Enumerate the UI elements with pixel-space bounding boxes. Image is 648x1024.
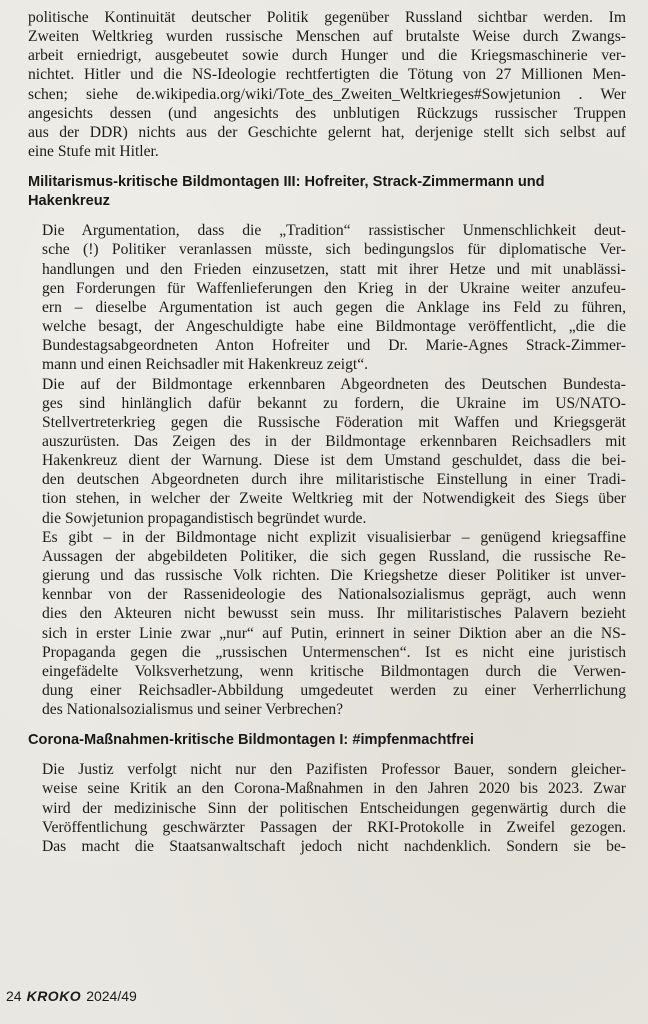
text-line: eingefädelte Volksverhetzung, wenn kritische Bildmontagen durch die Verwen- xyxy=(42,662,626,680)
article-section xyxy=(28,173,626,719)
body-paragraph xyxy=(28,221,626,374)
heading-line: Corona-Maßnahmen-kritische Bildmontagen I: #impfenmachtfrei xyxy=(28,732,474,749)
text-line: gen Forderungen für Waffenlieferungen den Krieg in der Ukraine weiter anzufeu- xyxy=(42,279,626,297)
text-line: des Nationalsozialismus und seiner Verbrechen? xyxy=(42,701,344,719)
body-paragraph xyxy=(28,528,626,720)
text-line: Die auf der Bildmontage erkennbaren Abgeordneten des Deutschen Bundesta- xyxy=(42,375,626,393)
text-line: angesichts dessen (und angesichts des unblutigen Rückzugs russischer Truppen xyxy=(28,104,626,122)
text-line: tion stehen, in welcher der Zweite Weltkrieg mit der Notwendigkeit des Siegs über xyxy=(42,490,626,508)
text-line: welche besagt, der Angeschuldigte habe eine Bildmontage veröffentlicht, „die die xyxy=(42,318,626,336)
text-line: arbeit erniedrigt, ausgebeutet sowie durch Hunger und die Kriegsmaschinerie ver- xyxy=(28,47,626,65)
text-line: kennbar von der Rassenideologie des Nationalsozialismus geprägt, auch wenn xyxy=(42,586,626,604)
text-line: wird der medizinische Sinn der politischen Entscheidungen gegenwärtig durch die xyxy=(42,799,626,817)
page-number: 24 xyxy=(6,988,22,1004)
text-line: politische Kontinuität deutscher Politik gegenüber Russland sichtbar werden. Im xyxy=(28,9,626,26)
article-section xyxy=(28,8,626,161)
issue-number: 2024/49 xyxy=(86,988,137,1004)
text-line: Bundestagsabgeordneten Anton Hofreiter und Dr. Marie-Agnes Strack-Zimmer- xyxy=(42,337,626,355)
text-line: Die Justiz verfolgt nicht nur den Pazifisten Professor Bauer, sondern gleicher- xyxy=(42,761,626,779)
magazine-brand: KROKO xyxy=(26,988,82,1004)
text-line: ern – dieselbe Argumentation ist auch gegen die Anklage ins Feld zu führen, xyxy=(42,298,626,316)
page-footer xyxy=(6,987,137,1005)
text-line: nichtet. Hitler und die NS-Ideologie rechtfertigten die Tötung von 27 Millionen Men- xyxy=(28,66,626,84)
text-line: handlungen und den Frieden einzusetzen, statt mit ihrer Hetze und mit unablässi- xyxy=(42,260,626,278)
text-line: Hakenkreuz dient der Warnung. Diese ist dem Umstand geschuldet, dass die bei- xyxy=(42,452,626,470)
text-line: gierung und das russische Volk richten. Die Kriegshetze dieser Politiker ist unver- xyxy=(42,567,626,585)
text-line: mann und einen Reichsadler mit Hakenkreuz zeigt“. xyxy=(42,356,369,374)
text-line: Das macht die Staatsanwaltschaft jedoch nicht nachdenklich. Sondern sie be- xyxy=(42,837,626,855)
section-heading xyxy=(28,731,626,750)
body-paragraph xyxy=(28,375,626,528)
text-line: Stellvertreterkrieg gegen die Russische Föderation mit Waffen und Kriegsgerät xyxy=(42,413,626,431)
article-section xyxy=(28,731,626,856)
heading-line: Hakenkreuz xyxy=(28,193,110,210)
text-line: dung einer Reichsadler-Abbildung umgedeutet werden zu einer Verherrlichung xyxy=(42,682,626,699)
text-line: sche (!) Politiker veranlassen müsste, sich bedingungslos für diplomatische Ver- xyxy=(42,241,626,259)
body-paragraph xyxy=(28,760,626,856)
text-line: Propaganda gegen die „russischen Untermenschen“. Ist es nicht eine juristisch xyxy=(42,643,626,661)
section-heading xyxy=(28,173,626,211)
text-line: ges sind hinlänglich dafür bekannt zu fordern, die Ukraine im US/NATO- xyxy=(42,394,626,412)
text-line: die Sowjetunion propagandistisch begründet wurde. xyxy=(42,509,367,527)
text-line: weise seine Kritik an den Corona-Maßnahmen in den Jahren 2020 bis 2023. Zwar xyxy=(42,780,626,798)
text-line: Zweiten Weltkrieg wurden russische Menschen auf brutalste Weise durch Zwangs- xyxy=(28,28,626,46)
text-line: eine Stufe mit Hitler. xyxy=(28,143,159,161)
body-paragraph xyxy=(28,8,626,161)
text-line: Veröffentlichung geschwärzter Passagen der RKI-Protokolle in Zweifel gezogen. xyxy=(42,818,626,836)
heading-line: Militarismus-kritische Bildmontagen III: Hofreiter, Strack-Zimmermann und xyxy=(28,174,545,191)
text-line: Die Argumentation, dass die „Tradition“ rassistischer Unmenschlichkeit deut- xyxy=(42,222,626,240)
text-line: aus der DDR) nichts aus der Geschichte gelernt hat, derjenige stellt sich selbst auf xyxy=(28,123,626,141)
text-line: dies den Akteuren nicht bewusst sein muss. Ihr militaristisches Palavern bezieht xyxy=(42,605,626,623)
text-line: Es gibt – in der Bildmontage nicht explizit visualisierbar – genügend kriegsaffine xyxy=(42,528,626,546)
text-line: schen; siehe de.wikipedia.org/wiki/Tote_des_Zweiten_Weltkrieges#Sowjetunion . Wer xyxy=(28,85,626,103)
text-line: Aussagen der abgebildeten Politiker, die sich gegen Russland, die russische Re- xyxy=(42,547,626,565)
text-line: sich in erster Linie zwar „nur“ auf Putin, erinnert in seiner Diktion aber an die NS- xyxy=(42,624,626,642)
article-column xyxy=(28,8,626,856)
text-line: den deutschen Abgeordneten durch ihre militaristische Einstellung in einer Tradi- xyxy=(42,471,626,489)
text-line: auszurüsten. Das Zeigen des in der Bildmontage erkennbaren Reichsadlers mit xyxy=(42,432,626,450)
